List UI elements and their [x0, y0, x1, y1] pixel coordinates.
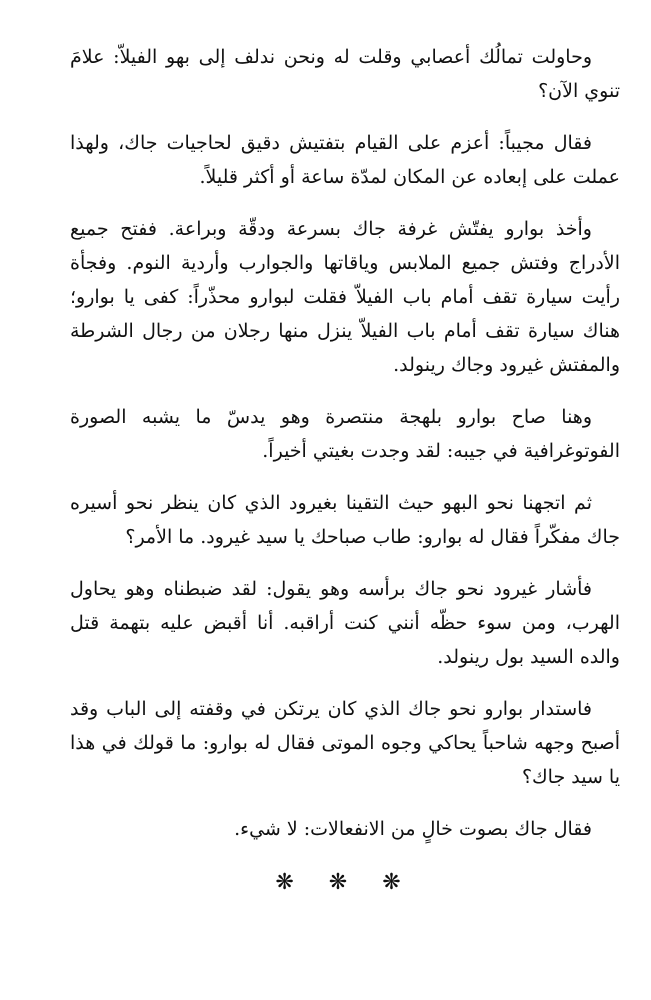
paragraph-1: وحاولت تمالُك أعصابي وقلت له ونحن ندلف إلى بهو الفيلاّ: علامَ تنوي الآن؟ — [70, 46, 620, 102]
paragraph-2: فقال مجيباً: أعزم على القيام بتفتيش دقيق لحاجيات جاك، ولهذا عملت على إبعاده عن المكان لمدّة ساعة أو أكثر قليلاً. — [70, 132, 620, 188]
book-page — [70, 40, 620, 900]
paragraph-3: وأخذ بوارو يفتّش غرفة جاك بسرعة ودقّة وبراعة. ففتح جميع الأدراج وفتش جميع الملابس وياقاتها والجوارب وأردية النوم. وفجأة رأيت سيارة تقف أمام باب الفيلاّ فقلت لبوارو محذّراً: كفى يا بوارو؛ هناك سيارة تقف أمام باب الفيلاّ ينزل منها رجلان من رجال الشرطة والمفتش غيرود وجاك رينولد. — [70, 218, 620, 376]
section-separator: ❋ ❋ ❋ — [275, 870, 415, 895]
paragraph-7: فاستدار بوارو نحو جاك الذي كان يرتكن في وقفته إلى الباب وقد أصبح وجهه شاحباً يحاكي وجوه الموتى فقال له بوارو: ما قولك في هذا يا سيد جاك؟ — [70, 698, 620, 788]
paragraph-8: فقال جاك بصوت خالٍ من الانفعالات: لا شيء. — [234, 818, 592, 840]
paragraph-4: وهنا صاح بوارو بلهجة منتصرة وهو يدسّ ما يشبه الصورة الفوتوغرافية في جيبه: لقد وجدت بغيتي أخيراً. — [70, 406, 620, 462]
paragraph-6: فأشار غيرود نحو جاك برأسه وهو يقول: لقد ضبطناه وهو يحاول الهرب، ومن سوء حظّه أنني كنت أراقبه. أنا أقبض عليه بتهمة قتل والده السيد بول رينولد. — [70, 578, 620, 668]
paragraph-5: ثم اتجهنا نحو البهو حيث التقينا بغيرود الذي كان ينظر نحو أسيره جاك مفكّراً فقال له بوارو: طاب صباحك يا سيد غيرود. ما الأمر؟ — [70, 492, 620, 548]
